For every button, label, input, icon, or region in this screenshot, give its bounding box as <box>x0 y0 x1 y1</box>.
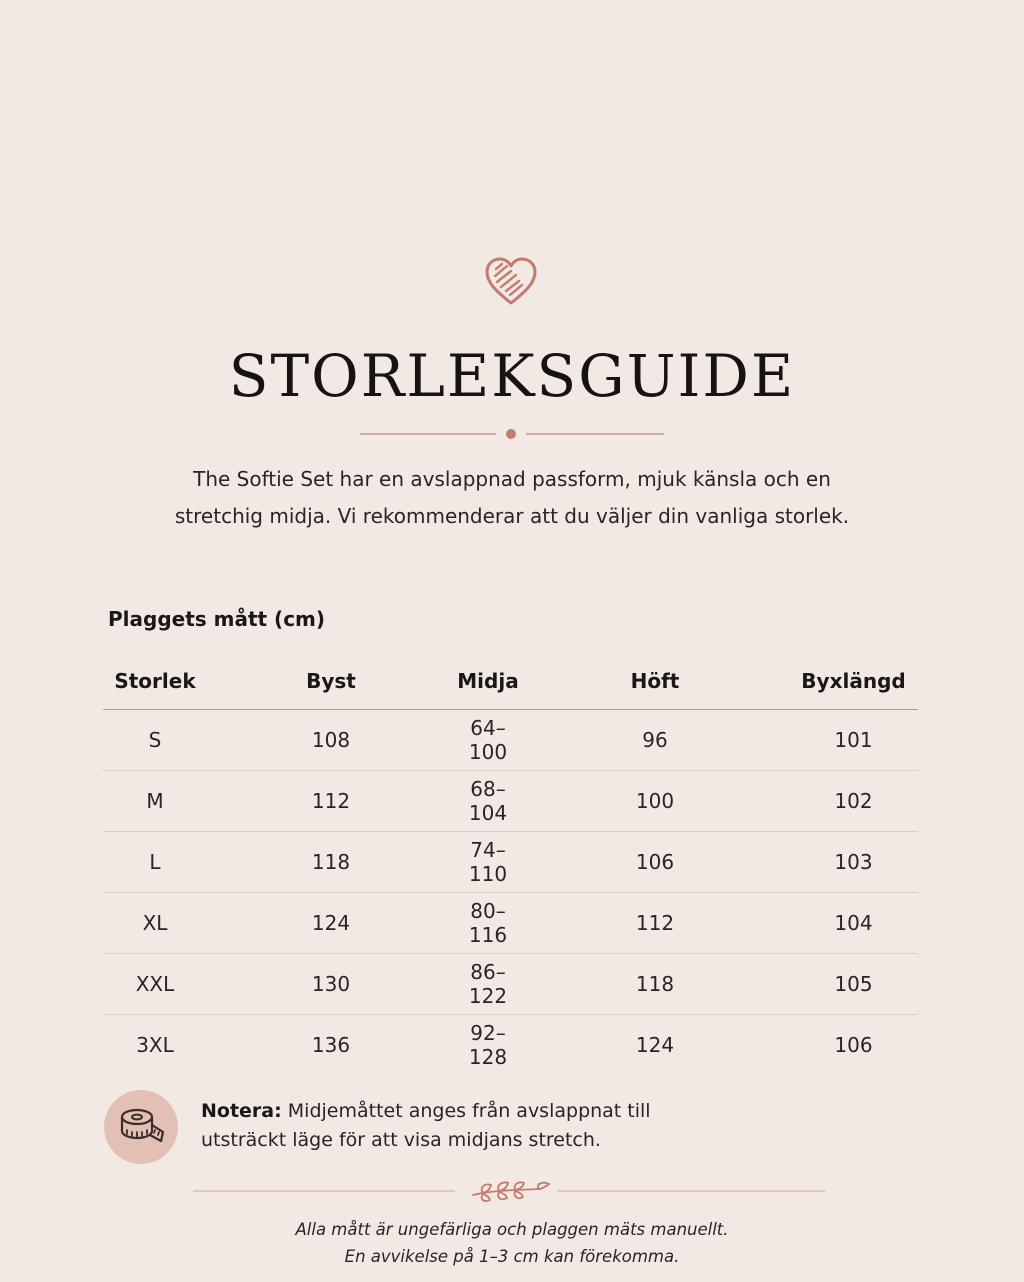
heart-icon <box>483 253 539 309</box>
cell-waist: 86–122 <box>455 954 521 1015</box>
cell-bust: 118 <box>207 832 455 893</box>
page-title: STORLEKSGUIDE <box>228 342 796 410</box>
column-header-length: Byxlängd <box>789 652 918 710</box>
cell-bust: 124 <box>207 893 455 954</box>
note-badge <box>104 1090 178 1164</box>
cell-length: 106 <box>834 1033 873 1057</box>
cell-hip: 106 <box>521 832 789 893</box>
cell-bust: 108 <box>207 710 455 771</box>
cell-length: 102 <box>789 771 918 832</box>
cell-length: 103 <box>789 832 918 893</box>
cell-hip: 100 <box>521 771 789 832</box>
column-header-hip: Höft <box>521 652 789 710</box>
cell-waist: 74–110 <box>455 832 521 893</box>
cell-size: L <box>103 832 207 893</box>
cell-size: XL <box>103 893 207 954</box>
cell-length: 104 <box>789 893 918 954</box>
note-body: Midjemåttet anges från avslappnat till utsträckt läge för att visa midjans stretch. <box>201 1100 651 1151</box>
footer-divider <box>193 1178 825 1206</box>
cell-bust: 136 <box>311 1033 351 1057</box>
title-divider <box>360 427 664 441</box>
column-header-size: Storlek <box>103 652 207 710</box>
cell-hip: 112 <box>521 893 789 954</box>
cell-length: 105 <box>789 954 918 1015</box>
table-row <box>103 710 918 771</box>
cell-hip: 118 <box>521 954 789 1015</box>
note-text <box>201 1097 721 1155</box>
cell-size: 3XL <box>136 1033 174 1057</box>
size-table <box>103 652 918 1075</box>
cell-size: S <box>103 710 207 771</box>
table-header-row <box>103 652 918 710</box>
cell-size: XXL <box>103 954 207 1015</box>
cell-waist: 92–128 <box>468 1021 508 1069</box>
cell-hip: 96 <box>521 710 789 771</box>
footer-line-2: En avvikelse på 1–3 cm kan förekomma. <box>344 1247 680 1266</box>
cell-size: M <box>103 771 207 832</box>
table-row <box>103 771 918 832</box>
note-label: Notera: <box>201 1100 282 1122</box>
cell-waist: 64–100 <box>455 710 521 771</box>
cell-bust: 130 <box>207 954 455 1015</box>
measuring-tape-icon <box>117 1106 167 1148</box>
table-caption: Plaggets mått (cm) <box>108 607 326 631</box>
cell-length: 101 <box>789 710 918 771</box>
cell-hip: 124 <box>635 1033 675 1057</box>
leaf-branch-icon <box>473 1182 549 1201</box>
table-row <box>103 832 918 893</box>
footer-disclaimer <box>0 1216 1024 1270</box>
footer-line-1: Alla mått är ungefärliga och plaggen mäts manuellt. <box>295 1220 729 1239</box>
column-header-bust: Byst <box>207 652 455 710</box>
column-header-waist: Midja <box>455 652 521 710</box>
cell-waist: 80–116 <box>455 893 521 954</box>
table-row <box>103 1015 918 1076</box>
table-row <box>103 893 918 954</box>
cell-bust: 112 <box>207 771 455 832</box>
intro-text: The Softie Set har en avslappnad passform, mjuk känsla och en stretchig midja. Vi rekommenderar att du väljer din vanliga storlek. <box>174 467 850 528</box>
table-row <box>103 954 918 1015</box>
cell-waist: 68–104 <box>455 771 521 832</box>
